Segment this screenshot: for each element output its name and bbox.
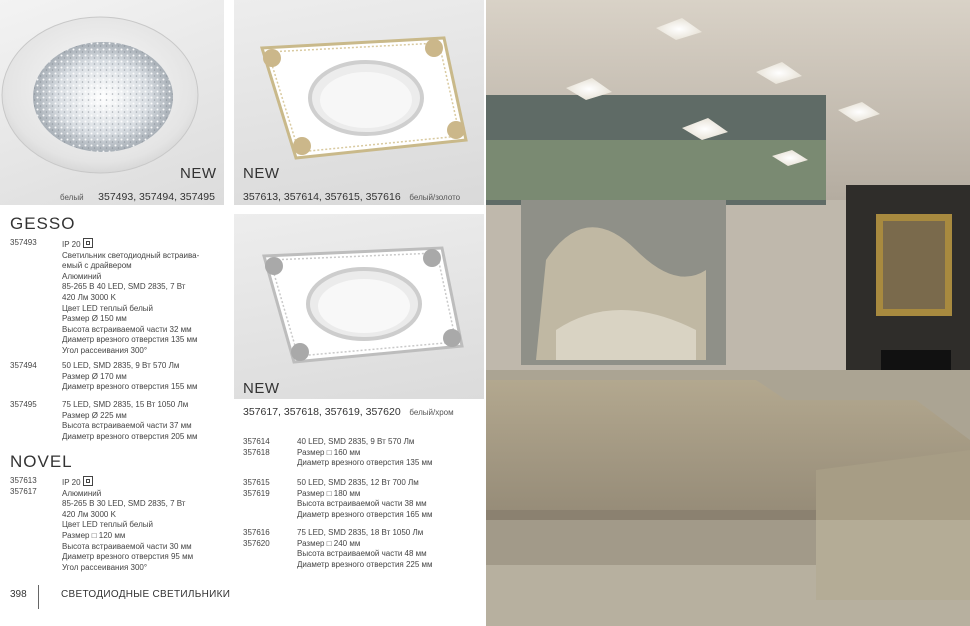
- footer-section-title: СВЕТОДИОДНЫЕ СВЕТИЛЬНИКИ: [61, 589, 231, 600]
- spec-code: 357614: [243, 437, 270, 446]
- spec-code: 357616: [243, 528, 270, 537]
- gesso-spec-code-1: 357493: [10, 238, 37, 247]
- spec-line: Высота встраиваемой части 30 мм: [62, 541, 192, 551]
- spec-line: Высота встраиваемой части 32 мм: [62, 324, 192, 334]
- spec-line: 75 LED, SMD 2835, 15 Вт 1050 Лм: [62, 400, 189, 409]
- spec-code: 357613: [10, 476, 37, 485]
- spec-line: Размер □ 180 мм: [297, 488, 361, 498]
- spec-line: Светильник светодиодный встраива-: [62, 250, 200, 260]
- spec-line: Диаметр врезного отверстия 135 мм: [297, 458, 433, 468]
- spec-line: 50 LED, SMD 2835, 12 Вт 700 Лм: [297, 478, 419, 487]
- spec-code: 357619: [243, 488, 270, 498]
- spec-line: Диаметр врезного отверстия 135 мм: [62, 335, 198, 345]
- middle-spec-block-2: [297, 478, 433, 520]
- middle-spec-codes-1: [243, 437, 270, 458]
- spec-line: Диаметр врезного отверстия 225 мм: [297, 559, 433, 569]
- spec-line: 50 LED, SMD 2835, 9 Вт 570 Лм: [62, 361, 180, 370]
- chrome-codes-text: 357617, 357618, 357619, 357620: [243, 406, 401, 418]
- spec-line: IP 20: [62, 238, 199, 251]
- spec-line: 85-265 В 40 LED, SMD 2835, 7 Вт: [62, 282, 186, 292]
- gold-codes-text: 357613, 357614, 357615, 357616: [243, 191, 401, 203]
- spec-line: Высота встраиваемой части 37 мм: [62, 421, 192, 431]
- spec-line: Размер Ø 225 мм: [62, 410, 127, 420]
- square-chrome-downlight-image: [234, 214, 484, 374]
- spec-line: Диаметр врезного отверстия 165 мм: [297, 509, 433, 519]
- spec-line: Алюминий: [62, 271, 102, 281]
- gold-product-codes: [243, 191, 460, 203]
- spec-line: Размер □ 160 мм: [297, 447, 361, 457]
- chrome-product-codes: [243, 406, 454, 418]
- page-number: 398: [10, 589, 27, 600]
- spec-code: 357620: [243, 538, 270, 548]
- chrome-new-badge: NEW: [243, 380, 280, 397]
- novel-spec-codes: [10, 476, 37, 497]
- spec-line: Высота встраиваемой части 38 мм: [297, 499, 427, 509]
- spec-code: 357618: [243, 447, 270, 457]
- spec-line: 420 Лм 3000 K: [62, 292, 116, 302]
- spec-code: 357617: [10, 486, 37, 496]
- spec-code: 357615: [243, 478, 270, 487]
- spec-line: 85-265 В 30 LED, SMD 2835, 7 Вт: [62, 499, 186, 509]
- spec-line: Угол рассеивания 300°: [62, 562, 148, 572]
- spec-line: Размер □ 120 мм: [62, 530, 126, 540]
- interior-photo: [486, 0, 970, 626]
- ip-rating-icon: [83, 476, 93, 486]
- gesso-color: белый: [60, 193, 84, 202]
- gesso-spec-block-1: [62, 238, 199, 357]
- spec-line: Размер □ 240 мм: [297, 538, 361, 548]
- spec-line: 420 Лм 3000 K: [62, 509, 116, 519]
- spec-line: 75 LED, SMD 2835, 18 Вт 1050 Лм: [297, 528, 424, 537]
- gesso-spec-block-3: [62, 400, 198, 442]
- middle-spec-block-1: [297, 437, 433, 469]
- gesso-spec-block-2: [62, 361, 198, 393]
- gesso-codes-text: 357493, 357494, 357495: [98, 191, 215, 203]
- gesso-section-title: GESSO: [10, 214, 76, 233]
- spec-line: Диаметр врезного отверстия 205 мм: [62, 431, 198, 441]
- middle-spec-codes-3: [243, 528, 270, 549]
- spec-line: Диаметр врезного отверстия 95 мм: [62, 552, 194, 562]
- gold-new-badge: NEW: [243, 165, 280, 182]
- gesso-spec-code-2: 357494: [10, 361, 37, 370]
- novel-spec-block: [62, 476, 193, 573]
- novel-chrome-product-photo: [234, 214, 484, 399]
- gesso-spec-code-3: 357495: [10, 400, 37, 409]
- spec-line: Высота встраиваемой части 48 мм: [297, 549, 427, 559]
- chrome-color: белый/хром: [409, 408, 454, 417]
- ip-rating-icon: [83, 238, 93, 248]
- spec-line: Размер Ø 150 мм: [62, 314, 127, 324]
- spec-line: Угол рассеивания 300°: [62, 345, 148, 355]
- spec-line: 40 LED, SMD 2835, 9 Вт 570 Лм: [297, 437, 415, 446]
- spec-line: Цвет LED теплый белый: [62, 303, 153, 313]
- spec-line: Диаметр врезного отверстия 155 мм: [62, 382, 198, 392]
- living-room-image: [486, 0, 970, 626]
- spec-line: IP 20: [62, 476, 193, 489]
- footer-divider: [38, 585, 39, 609]
- gold-color: белый/золото: [409, 193, 461, 202]
- novel-section-title: NOVEL: [10, 452, 73, 471]
- spec-line: Размер Ø 170 мм: [62, 371, 127, 381]
- middle-spec-codes-2: [243, 478, 270, 499]
- spec-line: Цвет LED теплый белый: [62, 520, 153, 530]
- spec-line: емый с драйвером: [62, 261, 132, 271]
- spec-line: Алюминий: [62, 488, 102, 498]
- middle-spec-block-3: [297, 528, 433, 570]
- gesso-product-codes: [60, 191, 215, 203]
- gesso-new-badge: NEW: [180, 165, 217, 182]
